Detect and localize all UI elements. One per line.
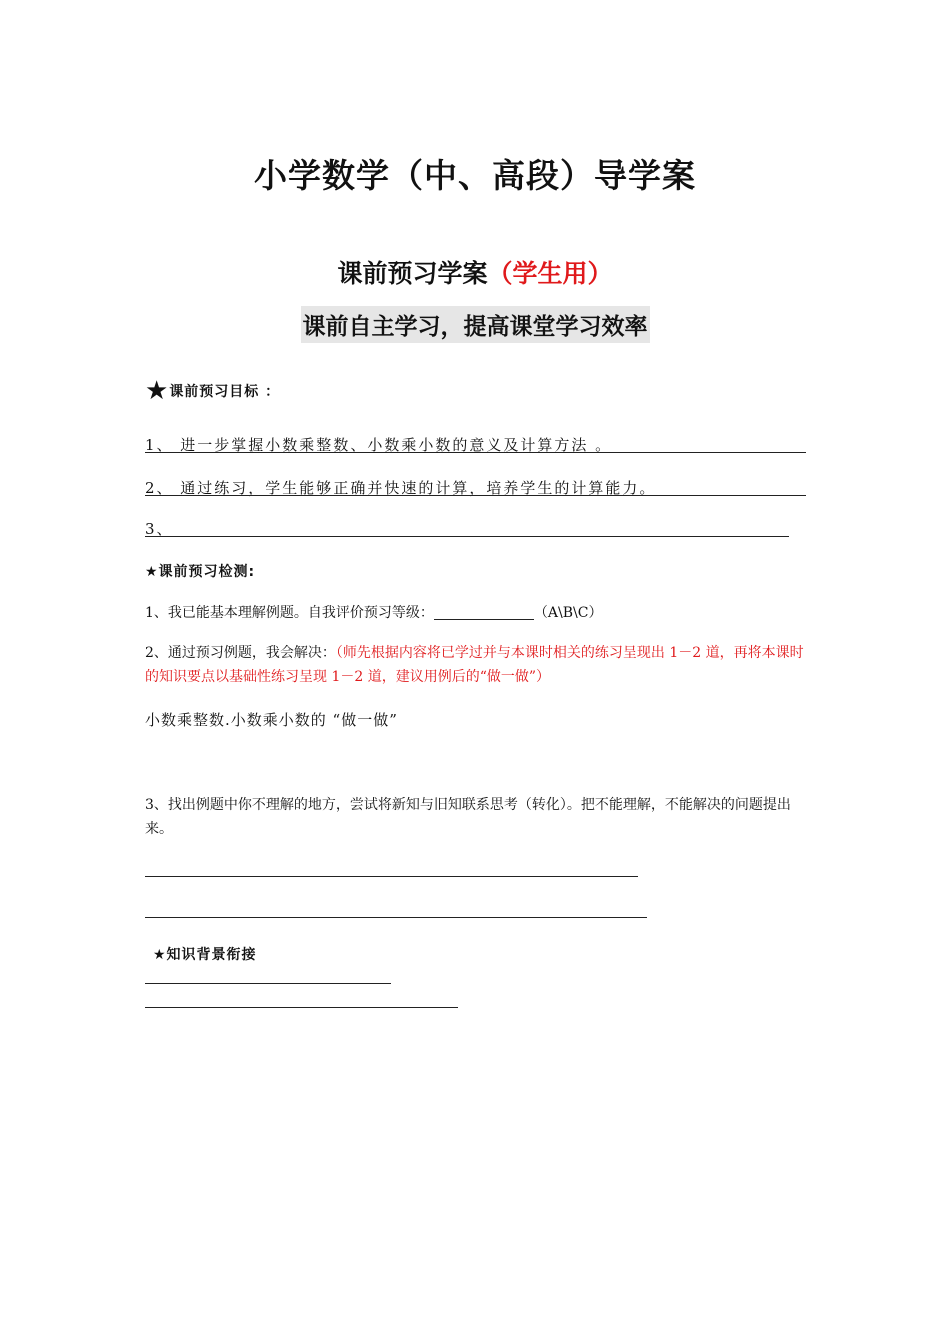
page-subtitle — [0, 254, 950, 290]
goals-heading — [145, 376, 280, 406]
check-item-1-text: 1、我已能基本理解例题。自我评价预习等级： — [145, 605, 434, 621]
check-item-2 — [145, 641, 815, 689]
slogan: 课前自主学习，提高课堂学习效率 — [301, 306, 650, 343]
background-line-1[interactable] — [145, 983, 391, 984]
check-heading: ★课前预习检测: — [145, 564, 256, 580]
goal-item-2: 2、 通过练习，学生能够正确并快速的计算，培养学生的计算能力。 — [145, 479, 657, 497]
goal-item-1: 1、 进一步掌握小数乘整数、小数乘小数的意义及计算方法 。 — [145, 436, 613, 454]
star-icon: ★ — [145, 376, 170, 406]
answer-line-2[interactable] — [145, 917, 647, 918]
grade-options: （A\B\C） — [533, 605, 603, 621]
check-item-1 — [145, 602, 602, 622]
background-line-2[interactable] — [145, 1007, 458, 1008]
background-heading: ★知识背景衔接 — [153, 947, 257, 963]
answer-line-1[interactable] — [145, 876, 638, 877]
goal-line-2 — [145, 495, 806, 496]
slogan-block — [0, 306, 950, 343]
page-title: 小学数学（中、高段）导学案 — [254, 156, 696, 195]
teacher-note: （师先根据内容将已学过并与本课时相关的练习呈现出 1－2 道，再将本课时的知识要点以基础性练习呈现 1－2 道，建议用例后的“做一做”） — [145, 645, 804, 685]
goal-item-3: 3、 — [145, 520, 174, 538]
subtitle-highlight: （学生用） — [487, 259, 613, 288]
practice-label: 小数乘整数.小数乘小数的 “做一做” — [145, 711, 398, 729]
check-item-2-text: 2、通过预习例题，我会解决： — [145, 645, 336, 661]
check-item-3: 3、找出例题中你不理解的地方，尝试将新知与旧知联系思考（转化）。把不能理解，不能解决的问题提出来。 — [145, 797, 791, 837]
goal-line-1 — [145, 452, 806, 453]
goal-line-3[interactable] — [145, 536, 789, 537]
grade-blank[interactable] — [434, 605, 534, 620]
subtitle-main: 课前预习学案 — [337, 259, 488, 288]
goals-heading-text: 课前预习目标 ： — [169, 384, 281, 400]
